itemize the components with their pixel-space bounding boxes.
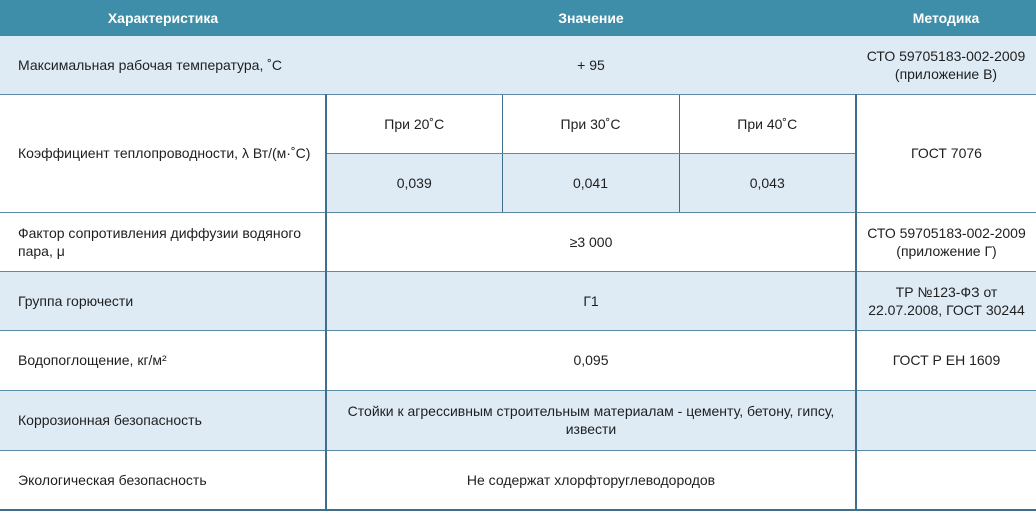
header-row xyxy=(0,0,1036,36)
max-temp-label: Максимальная рабочая температура, ˚С xyxy=(0,36,326,94)
max-temp-value: + 95 xyxy=(326,36,856,94)
diffusion-label: Фактор сопротивления диффузии водяного пара, μ xyxy=(0,212,326,271)
row-conductivity-temps xyxy=(0,94,1036,153)
ecology-method xyxy=(856,450,1036,510)
flammability-method: ТР №123-ФЗ от 22.07.2008, ГОСТ 30244 xyxy=(856,271,1036,330)
water-absorption-label: Водопоглощение, кг/м² xyxy=(0,330,326,390)
conductivity-temp-30: При 30˚С xyxy=(502,94,679,153)
water-absorption-method: ГОСТ Р ЕН 1609 xyxy=(856,330,1036,390)
header-method: Методика xyxy=(856,0,1036,36)
conductivity-temp-40: При 40˚С xyxy=(679,94,856,153)
header-value: Значение xyxy=(326,0,856,36)
ecology-label: Экологическая безопасность xyxy=(0,450,326,510)
header-characteristic: Характеристика xyxy=(0,0,326,36)
diffusion-method: СТО 59705183-002-2009 (приложение Г) xyxy=(856,212,1036,271)
flammability-label: Группа горючести xyxy=(0,271,326,330)
conductivity-label: Коэффициент теплопроводности, λ Вт/(м·˚С) xyxy=(0,94,326,212)
corrosion-value: Стойки к агрессивным строительным материалам - цементу, бетону, гипсу, извести xyxy=(326,390,856,450)
corrosion-method xyxy=(856,390,1036,450)
ecology-value: Не содержат хлорфторуглеводородов xyxy=(326,450,856,510)
water-absorption-value: 0,095 xyxy=(326,330,856,390)
row-max-temp xyxy=(0,36,1036,94)
conductivity-value-30: 0,041 xyxy=(502,153,679,212)
conductivity-value-20: 0,039 xyxy=(326,153,502,212)
diffusion-value: ≥3 000 xyxy=(326,212,856,271)
row-ecology xyxy=(0,450,1036,510)
row-water-absorption xyxy=(0,330,1036,390)
max-temp-method: СТО 59705183-002-2009 (приложение В) xyxy=(856,36,1036,94)
conductivity-temp-20: При 20˚С xyxy=(326,94,502,153)
conductivity-method: ГОСТ 7076 xyxy=(856,94,1036,212)
corrosion-label: Коррозионная безопасность xyxy=(0,390,326,450)
row-diffusion xyxy=(0,212,1036,271)
flammability-value: Г1 xyxy=(326,271,856,330)
conductivity-value-40: 0,043 xyxy=(679,153,856,212)
row-flammability xyxy=(0,271,1036,330)
row-corrosion xyxy=(0,390,1036,450)
